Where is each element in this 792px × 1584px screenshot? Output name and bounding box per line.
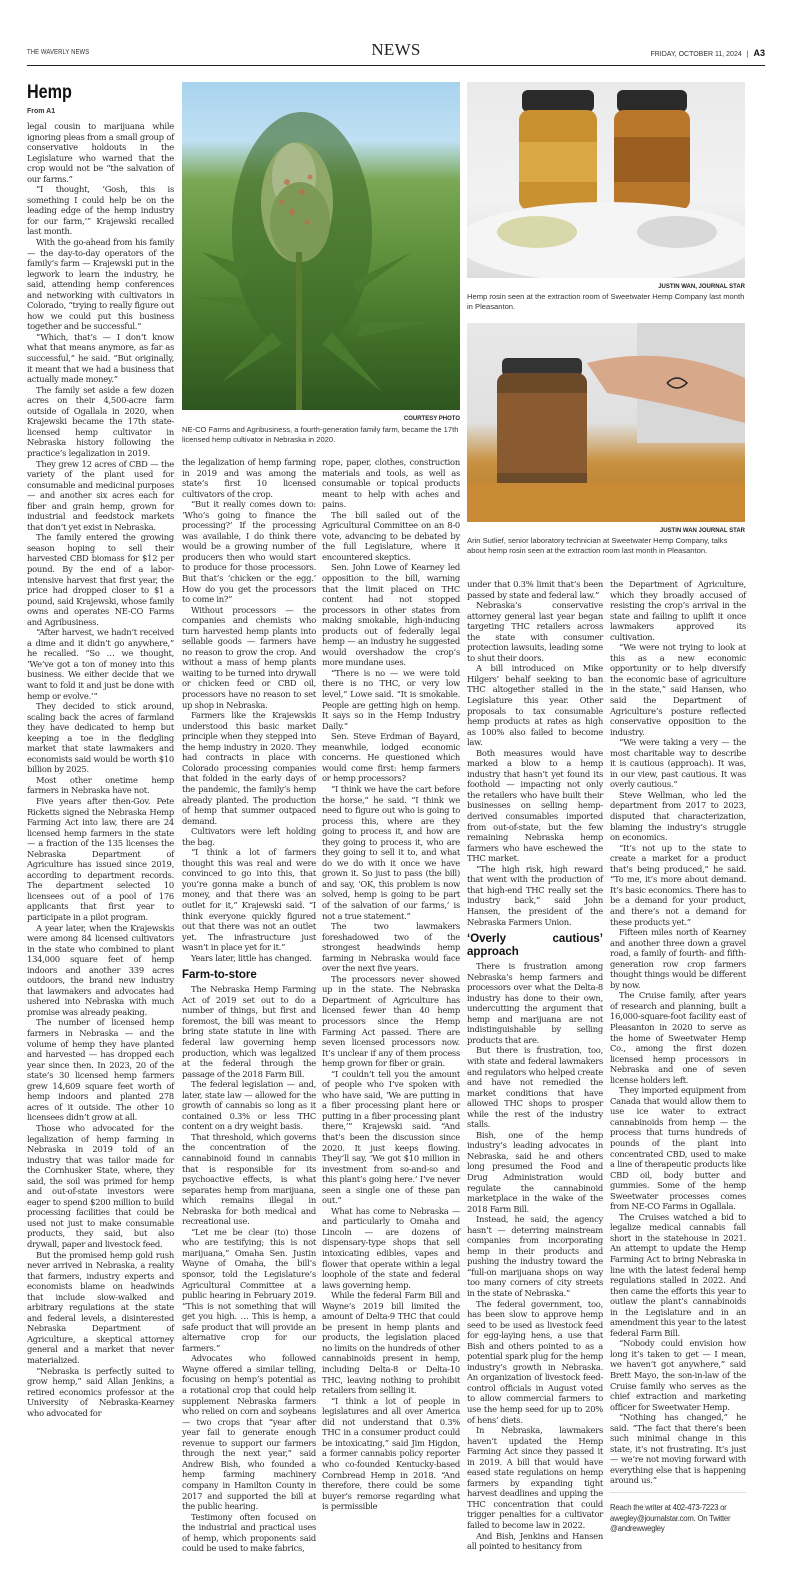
separator: |	[746, 51, 749, 58]
paragraph: “We were not trying to look at this as a new economic opportunity or to help diversify the economic base of agriculture in the state,” said Hansen, who said the Department of Agriculture’s posture reflected conservative opposition to the industry.	[610, 642, 746, 737]
paragraph: “After harvest, we hadn’t received a dime and it didn’t go anywhere,” he recalled. “So … we thought, ‘We’ve got a ton of money into this business. We either decide that we want to fold it and just be done with hemp or evolve.’”	[27, 627, 174, 701]
photo-credit: COURTESY PHOTO	[403, 416, 460, 422]
paragraph: Steve Wellman, who led the department from 2017 to 2023, disputed that characterization, blaming the industry’s struggle on economics.	[610, 789, 746, 843]
paragraph: The Cruise family, after years of research and planning, built a 16,000-square-foot facility east of Pleasanton in 2020 to serve as the home of Sweetwater Hemp Co., among the first dozen licensed hemp processors in Nebraska and one of seven license holders left.	[610, 990, 746, 1085]
photo-hand-jar	[467, 323, 745, 522]
paragraph: the Department of Agriculture, which they broadly accused of resisting the crop’s arrival in the state and failing to uplift it once lawmakers approved its cultivation.	[610, 579, 746, 642]
photo-credit: JUSTIN WAN JOURNAL STAR	[659, 528, 745, 534]
paragraph: Fifteen miles north of Kearney and another three down a gravel road, a family of fourth- and fifth-generation row crop farmers thought things would be different by now.	[610, 927, 746, 990]
hand-jar-illustration	[467, 323, 745, 522]
subhead-overly-cautious: ‘Overly cautious’ approach	[467, 933, 603, 959]
paragraph: The processors never showed up in the state. The Nebraska Department of Agriculture has licensed fewer than 40 hemp processors since the Hemp Farming Act passed. There are seven licensed processors now. It’s unclear if any of them process hemp grown for fiber or grain.	[322, 973, 460, 1069]
paragraph: What has come to Nebraska — and particularly to Omaha and Lincoln — are dozens of dispensary-type shops that sell intoxicating edibles, vapes and flower that operate within a legal loophole of the state and federal laws governing hemp.	[322, 1205, 460, 1290]
paragraph: “I think a lot of people in legislatures and all over America did not understand that 0.3% THC in a consumer product could be intoxicating,” said Jim Higdon, a former cannabis policy reporter who co-founded Kentucky-based Cornbread Hemp in 2018. “And therefore, there could be some buyer’s remorse regarding what is permissible	[322, 1395, 460, 1512]
paragraph: “I think we have the cart before the horse,” he said. “I think we need to figure out who is going to process this, where are they going to process it, and how are they going to process it, who are they going to sell it to, and what do we do with it once we have grown it. So just to pass (the bill) and say, ‘OK, this problem is now solved, hemp is going to be part of the salvation of our farms,’ is not a true statement.”	[322, 783, 460, 921]
paragraph: And Bish, Jenkins and Hansen all pointed to hesitancy from	[467, 1530, 603, 1552]
photo-rosin-jars	[467, 82, 745, 278]
article-column-2	[182, 457, 316, 1554]
paragraph: the legalization of hemp farming in 2019 and was among the state’s first 10 licensed cultivators of the crop.	[182, 457, 316, 499]
jump-from: From A1	[27, 108, 56, 115]
paragraph: Advocates who followed Wayne offered a similar telling, focusing on hemp’s potential as a rotational crop that could help supplement Nebraska farmers who relied on corn and soybeans — two crops that “year after year fail to generate enough revenue to support our farmers through the next year,” said Andrew Bish, who founded a hemp farming machinery company in Hamilton County in 2017 and supported the bill at the public hearing.	[182, 1353, 316, 1512]
photo-credit: JUSTIN WAN, JOURNAL STAR	[658, 284, 745, 290]
paragraph: The Nebraska Hemp Farming Act of 2019 set out to do a number of things, but first and foremost, the bill was meant to bring state statute in line with federal law governing hemp production, which was legalized at the federal through the passage of the 2018 Farm Bill.	[182, 984, 316, 1079]
paragraph: While the federal Farm Bill and Wayne’s 2019 bill limited the amount of Delta-9 THC that could be present in hemp plants and products, the legislation placed no limits on the hundreds of other cannabinoids present in hemp, including Delta-8 or Delta-10 THC, leaving nothing to prohibit retailers from selling it.	[322, 1290, 460, 1396]
paragraph: The two lawmakers foreshadowed two of the strongest headwinds hemp farming in Nebraska would face over the next five years.	[322, 921, 460, 974]
article-column-4	[467, 579, 603, 1552]
paragraph: Farmers like the Krajewskis understood this basic market principle when they stepped into the hemp industry in 2020. They had contracts in place with Colorado processing companies that folded in the early days of the pandemic, the family’s hemp already planted. The production of hemp that summer outpaced demand.	[182, 710, 316, 826]
hemp-plant-illustration	[182, 82, 460, 410]
paragraph: A year later, when the Krajewskis were among 84 licensed cultivators in the state who combined to plant 134,000 square feet of hemp indoors and another 339 acres outdoors, the brand new industry that lawmakers and advocates had ushered into Nebraska with much promise was already peaking.	[27, 922, 174, 1017]
paragraph: But the promised hemp gold rush never arrived in Nebraska, a reality that farmers, industry experts and economists blame on headwinds that include slow-walked and arbitrary regulations at the state and federal levels, a disinterested Nebraska Department of Agriculture, a skeptical attorney general and a market that never materialized.	[27, 1249, 174, 1365]
paragraph: Sen. John Lowe of Kearney led opposition to the bill, warning that the limit placed on THC content had not stopped processors in other states from making smokable, high-inducing products out of federally legal hemp — an industry he suggested would overshadow the crop’s more mundane uses.	[322, 562, 460, 668]
dateline	[650, 48, 765, 58]
section-title: NEWS	[371, 40, 421, 59]
paragraph: They imported equipment from Canada that would allow them to use ice water to extract cannabinoids from hemp — the process that turns hundreds of pounds of the plant into concentrated CBD, used to make a line of therapeutic products like CBD oil, body butter and gummies. Some of the hemp Sweetwater processes comes from NE-CO Farms in Ogallala.	[610, 1085, 746, 1212]
jars-illustration	[467, 82, 745, 278]
paragraph: “Let me be clear (to) those who are testifying; this is not marijuana,” Omaha Sen. Justin Wayne of Omaha, the bill’s sponsor, told the Legislature’s Agricultural Committee at a public hearing in February 2019. “This is not something that will get you high. … This is hemp, a safe product that will provide an alternative crop for our farmers.”	[182, 1226, 316, 1353]
paragraph: under that 0.3% limit that’s been passed by state and federal law.”	[467, 579, 603, 600]
paragraph: With the go-ahead from his family — the day-to-day operators of the family’s farm — Krajewski put in the legwork to learn the industry, he said, attending hemp conferences and networking with cultivators in Colorado, “trying to really figure out how we could put this business together and be successful.”	[27, 237, 174, 332]
paragraph: Without processors — the companies and chemists who turn harvested hemp plants into sellable goods — farmers have no reason to grow the crop. And without a mass of hemp plants waiting to be turned into drywall or chicken feed or CBD oil, processors have no reason to set up shop in Nebraska.	[182, 604, 316, 710]
paragraph: rope, paper, clothes, construction materials and tools, as well as consumable or topical products meant to help with aches and pains.	[322, 457, 460, 510]
paragraph: Most other onetime hemp farmers in Nebraska have not.	[27, 774, 174, 796]
paragraph: “But it really comes down to: ‘Who’s going to finance the processing?’ If the processing was available, I do think there would be a growing number of producers then who would start to produce for those processors. But that’s ‘chicken or the egg.’ How do you get the processors to come in?”	[182, 499, 316, 605]
paragraph: Bish, one of the hemp industry’s leading advocates in Nebraska, said he and others long presumed the Food and Drug Administration would regulate the cannabinoid marketplace in the wake of the 2018 Farm Bill.	[467, 1129, 603, 1214]
paragraph: “I think a lot of farmers thought this was real and were convinced to go into this, that you’re gonna make a bunch of money, and that there was an outlet for it,” Krajewski said. “I think everyone quickly figured out that there was not an outlet yet. The infrastructure just wasn’t in place yet for it.”	[182, 847, 316, 953]
photo-caption: NE-CO Farms and Agribusiness, a fourth-generation family farm, became the 17th licensed hemp cultivator in Nebraska in 2020.	[182, 425, 459, 444]
paragraph: “Which, that’s — I don’t know what that means anymore, as far as successful,” he said. “But originally, it meant that we had a business that actually made money.”	[27, 331, 174, 385]
headline: Hemp	[27, 82, 72, 103]
paragraph: There is frustration among Nebraska’s hemp farmers and processors over what the Delta-8 industry has done to their own, undercutting the argument that hemp and marijuana are not indistinguishable by selling products that are.	[467, 961, 603, 1045]
article-column-1	[27, 121, 174, 1418]
photo-caption: Arin Sutlief, senior laboratory technician at Sweetwater Hemp Company, talks about hemp rosin seen at the extraction room last month in Pleasanton.	[467, 536, 728, 555]
paragraph: Instead, he said, the agency hasn’t — deterring mainstream companies from incorporating hemp in their products and pushing the industry toward the “full-on marijuana shops on way too many corners of city streets in the state of Nebraska.”	[467, 1214, 603, 1298]
paragraph: “I thought, ‘Gosh, this is something I could help be on the leading edge of the hemp industry for our farm,’” Krajewski recalled last month.	[27, 184, 174, 237]
paragraph: The bill sailed out of the Agricultural Committee on an 8-0 vote, advancing to be debated by the full Legislature, where it encountered skeptics.	[322, 509, 460, 562]
paragraph: Five years after then-Gov. Pete Ricketts signed the Nebraska Hemp Farming Act into law, there are 24 licensed hemp farmers in the state — a fraction of the 135 licenses the Nebraska Department of Agriculture has issued since 2019, according to department records. The department selected 10 licensees out of a pool of 176 applicants that first year to participate in a pilot program.	[27, 796, 174, 923]
masthead	[27, 40, 765, 66]
paragraph: They decided to stick around, scaling back the acres of farmland they have dedicated to hemp but keeping a toe in the fledgling market that state lawmakers and economists said would be worth $10 billion by 2025.	[27, 701, 174, 775]
date: FRIDAY, OCTOBER 11, 2024	[650, 51, 742, 58]
paragraph: “Nebraska is perfectly suited to grow hemp,” said Allan Jenkins, a retired economics professor at the University of Nebraska-Kearney who advocated for	[27, 1365, 174, 1418]
paragraph: The Cruises watched a bid to legalize medical cannabis fall short in the statehouse in 2021. An attempt to update the Hemp Farming Act to bring Nebraska in line with the latest federal hemp regulations stalled in 2022. And then came the efforts this year to outlaw the plant’s cannabinoids in the Legislature and in an amendment this year to the latest federal Farm Bill.	[610, 1211, 746, 1338]
paragraph: Years later, little has changed.	[191, 952, 312, 963]
divider	[610, 1492, 746, 1493]
paragraph: That threshold, which governs the concentration of the cannabinoid found in cannabis that is responsible for its psychoactive effects, is what separates hemp from marijuana, which remains illegal in Nebraska for both medical and recreational use.	[182, 1131, 316, 1227]
paragraph: Both measures would have marked a blow to a hemp industry that hasn’t yet found its foothold — impacting not only the retailers who have built their businesses on selling hemp-derived consumables imported from out-of-state, but the few remaining Nebraska hemp farmers who have eschewed the THC market.	[467, 747, 603, 864]
paper-name: THE WAVERLY NEWS	[27, 49, 90, 56]
paragraph: The federal government, too, has been slow to approve hemp seed to be used as livestock feed for egg-laying hens, a use that Bish and others pointed to as a potential spark plug for the hemp industry’s growth in Nebraska. An organization of livestock feed-control officials in August voted to allow commercial farmers to use the hemp seed for up to 20% of hens’ diets.	[467, 1298, 603, 1425]
paragraph: The number of licensed hemp farmers in Nebraska — and the volume of hemp they have planted and harvested — has dropped each year since then. In 2023, 20 of the state’s 30 licensed hemp farmers grew 14,609 square feet worth of hemp indoors and planted 278 acres of it outside. The other 10 licensees didn’t grow at all.	[27, 1017, 174, 1123]
paragraph: “It’s not up to the state to create a market for a product that’s being produced,” he said. “To me, it’s more about demand. It’s basic economics. There has to be a demand for your product, and there’s not a demand for these products yet.”	[610, 842, 746, 927]
paragraph: Nebraska’s conservative attorney general last year began targeting THC retailers across the state with consumer protection lawsuits, leading some to shut their doors.	[467, 600, 603, 663]
paragraph: “There is no — we were told there is no THC, or very low level,” Lowe said. “It is smokable. People are getting high on hemp. It says so in the Hemp Industry Daily.”	[322, 667, 460, 731]
paragraph: A bill introduced on Mike Hilgers’ behalf seeking to ban THC altogether stalled in the Legislature this year. Other proposals to tax consumable hemp products at rates as high as 100% also failed to become law.	[467, 663, 603, 748]
paragraph: In Nebraska, lawmakers haven’t updated the Hemp Farming Act since they passed it in 2019. A bill that would have eased state regulations on hemp farmers by expanding tight harvest deadlines and upping the THC concentration that could trigger penalties for a cultivator failed to become law in 2022.	[467, 1425, 603, 1531]
paragraph: “We were taking a very — the most charitable way to describe it is cautious (approach). It was, in our view, past cautious. It was overly cautious.”	[610, 737, 746, 790]
article-column-5	[610, 579, 746, 1535]
article-column-3	[322, 457, 460, 1512]
paragraph: They grew 12 acres of CBD — the variety of the plant used for consumable and medicinal purposes — and another six acres each for fiber and grain hemp, grown for industrial and feedstock markets that don’t yet exist in Nebraska.	[27, 458, 174, 532]
paragraph: “Nobody could envision how long it’s taken to get — I mean, we haven’t got anywhere,” said Brett Mayo, the son-in-law of the Cruise family who serves as the chief extraction and marketing officer for Sweetwater Hemp.	[610, 1338, 746, 1412]
writer-contact: Reach the writer at 402-473-7223 or awegley@journalstar.com. On Twitter @andrewwegley	[610, 1503, 731, 1534]
paragraph: Cultivators were left holding the bag.	[182, 826, 316, 847]
paragraph: The family entered the growing season hoping to sell their harvested CBD biomass for $12 per pound. By the end of a labor-intensive harvest that first year, the price had dropped closer to $1 a pound, said Krajewski, whose family owns and operates NE-CO Farms and Agribusiness.	[27, 532, 174, 627]
paragraph: “The high risk, high reward that went with the production of that high-end THC really set the industry back,” said John Hansen, the president of the Nebraska Farmers Union.	[467, 863, 603, 927]
photo-hemp-plant	[182, 82, 460, 410]
paragraph: Those who advocated for the legalization of hemp farming in Nebraska in 2019 told of an industry that was tailor made for the Cornhusker State, where, they said, the soil was primed for hemp and out-of-state investors were eager to spend $200 million to build processing facilities that could be used not just to make consumable products, they said, but also drywall, paper and livestock feed.	[27, 1122, 174, 1249]
paragraph: But there is frustration, too, with state and federal lawmakers and regulators who helped create and have not remedied the market conditions that have allowed THC shops to prosper while the rest of the industry stalls.	[467, 1045, 603, 1130]
page-number: A3	[753, 48, 765, 58]
paragraph: Testimony often focused on the industrial and practical uses of hemp, which proponents said could be used to make fabrics,	[182, 1511, 316, 1554]
paragraph: “Nothing has changed,” he said. “The fact that there’s been such minimal change in this state, it’s not frustrating. It’s just — we’re not moving forward with everything else that is happening around us.”	[610, 1412, 746, 1486]
paragraph: “I couldn’t tell you the amount of people who I’ve spoken with who have said, ‘We are putting in a fiber processing plant here or putting in a fiber processing plant there,’” Krajewski said. “And that’s been the discussion since 2020. It just keeps flowing. They’ll say, ‘We got $10 million in investment from so-and-so and this plant’s going here.’ I’ve never seen a single one of these pan out.”	[322, 1068, 460, 1206]
photo-caption: Hemp rosin seen at the extraction room of Sweetwater Hemp Company last month in Pleasanton.	[467, 292, 745, 311]
subhead-farm-to-store: Farm-to-store	[182, 969, 257, 982]
paragraph: The federal legislation — and, later, state law — allowed for the growth of cannabis so long as it contained 0.3% or less THC content on a dry weight basis.	[182, 1079, 316, 1132]
paragraph: Sen. Steve Erdman of Bayard, meanwhile, lodged economic concerns. He questioned which would come first: hemp farmers or hemp processors?	[322, 731, 460, 784]
paragraph: legal cousin to marijuana while ignoring pleas from a small group of conservative holdouts in the Legislature who warned that the crop would not be “the salvation of our farms.”	[27, 121, 174, 184]
paragraph: The family set aside a few dozen acres on their 4,500-acre farm outside of Ogallala in 2020, when Krajewski became the 17th state-licensed hemp cultivator in Nebraska history following the practice’s legalization in 2019.	[27, 384, 174, 458]
